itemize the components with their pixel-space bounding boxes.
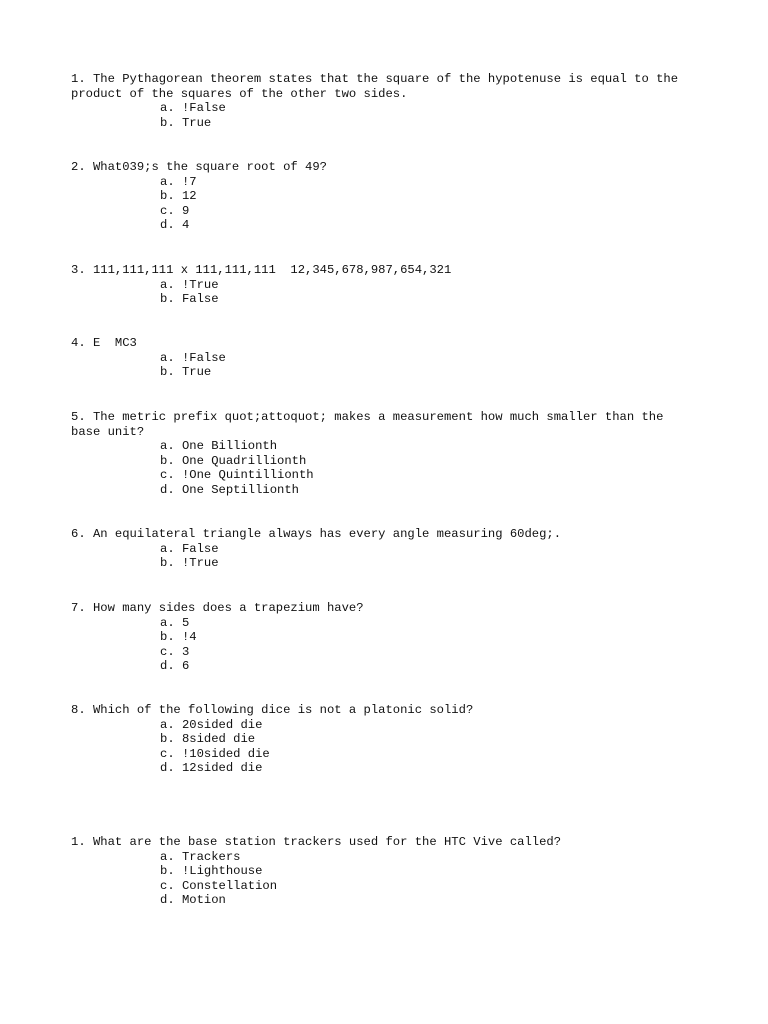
option-d: d. 4 — [160, 218, 190, 233]
options-list — [71, 542, 711, 571]
option-b: b. True — [160, 365, 212, 380]
question-text: 1. The Pythagorean theorem states that the square of the hypotenuse is equal to the product of the squares of the other two sides. — [71, 72, 679, 101]
question-text: 6. An equilateral triangle always has every angle measuring 60deg;. — [71, 527, 562, 541]
options-list — [71, 850, 711, 908]
options-list — [71, 718, 711, 776]
option-b: b. 12 — [160, 189, 197, 204]
options-list — [71, 101, 711, 130]
options-list — [71, 175, 711, 233]
option-b: b. !True — [160, 556, 219, 571]
option-b: b. !Lighthouse — [160, 864, 263, 879]
question-8 — [71, 703, 711, 776]
option-c: c. Constellation — [160, 878, 278, 893]
option-a: a. One Billionth — [160, 439, 278, 454]
option-b: b. One Quadrillionth — [160, 453, 307, 468]
question-2 — [71, 160, 711, 233]
options-list — [71, 616, 711, 674]
question-6 — [71, 527, 711, 571]
option-a: a. Trackers — [160, 849, 241, 864]
option-a: a. 5 — [160, 615, 190, 630]
option-b: b. 8sided die — [160, 732, 256, 747]
question-4 — [71, 336, 711, 380]
question-text: 4. E MC3 — [71, 336, 137, 350]
option-a: a. !True — [160, 277, 219, 292]
option-a: a. !False — [160, 350, 226, 365]
option-c: c. !10sided die — [160, 746, 270, 761]
option-c: c. 3 — [160, 644, 190, 659]
option-c: c. 9 — [160, 203, 190, 218]
option-a: a. False — [160, 541, 219, 556]
option-d: d. 6 — [160, 659, 190, 674]
question-1 — [71, 72, 711, 130]
question-text: 5. The metric prefix quot;attoquot; makes a measurement how much smaller than the base unit? — [71, 410, 664, 439]
options-list — [71, 278, 711, 307]
option-c: c. !One Quintillionth — [160, 468, 314, 483]
question-9 — [71, 835, 711, 908]
option-d: d. 12sided die — [160, 761, 263, 776]
options-list — [71, 439, 711, 497]
option-a: a. !7 — [160, 174, 197, 189]
question-3 — [71, 263, 711, 307]
option-a: a. 20sided die — [160, 717, 263, 732]
question-text: 1. What are the base station trackers used for the HTC Vive called? — [71, 835, 562, 849]
question-text: 2. What039;s the square root of 49? — [71, 160, 327, 174]
option-d: d. Motion — [160, 893, 226, 908]
question-5 — [71, 410, 711, 498]
question-text: 3. 111,111,111 x 111,111,111 12,345,678,987,654,321 — [71, 263, 452, 277]
option-a: a. !False — [160, 101, 226, 116]
question-text: 7. How many sides does a trapezium have? — [71, 601, 364, 615]
question-7 — [71, 601, 711, 674]
option-b: b. True — [160, 115, 212, 130]
option-d: d. One Septillionth — [160, 482, 299, 497]
option-b: b. !4 — [160, 630, 197, 645]
option-b: b. False — [160, 292, 219, 307]
question-text: 8. Which of the following dice is not a platonic solid? — [71, 703, 474, 717]
options-list — [71, 351, 711, 380]
